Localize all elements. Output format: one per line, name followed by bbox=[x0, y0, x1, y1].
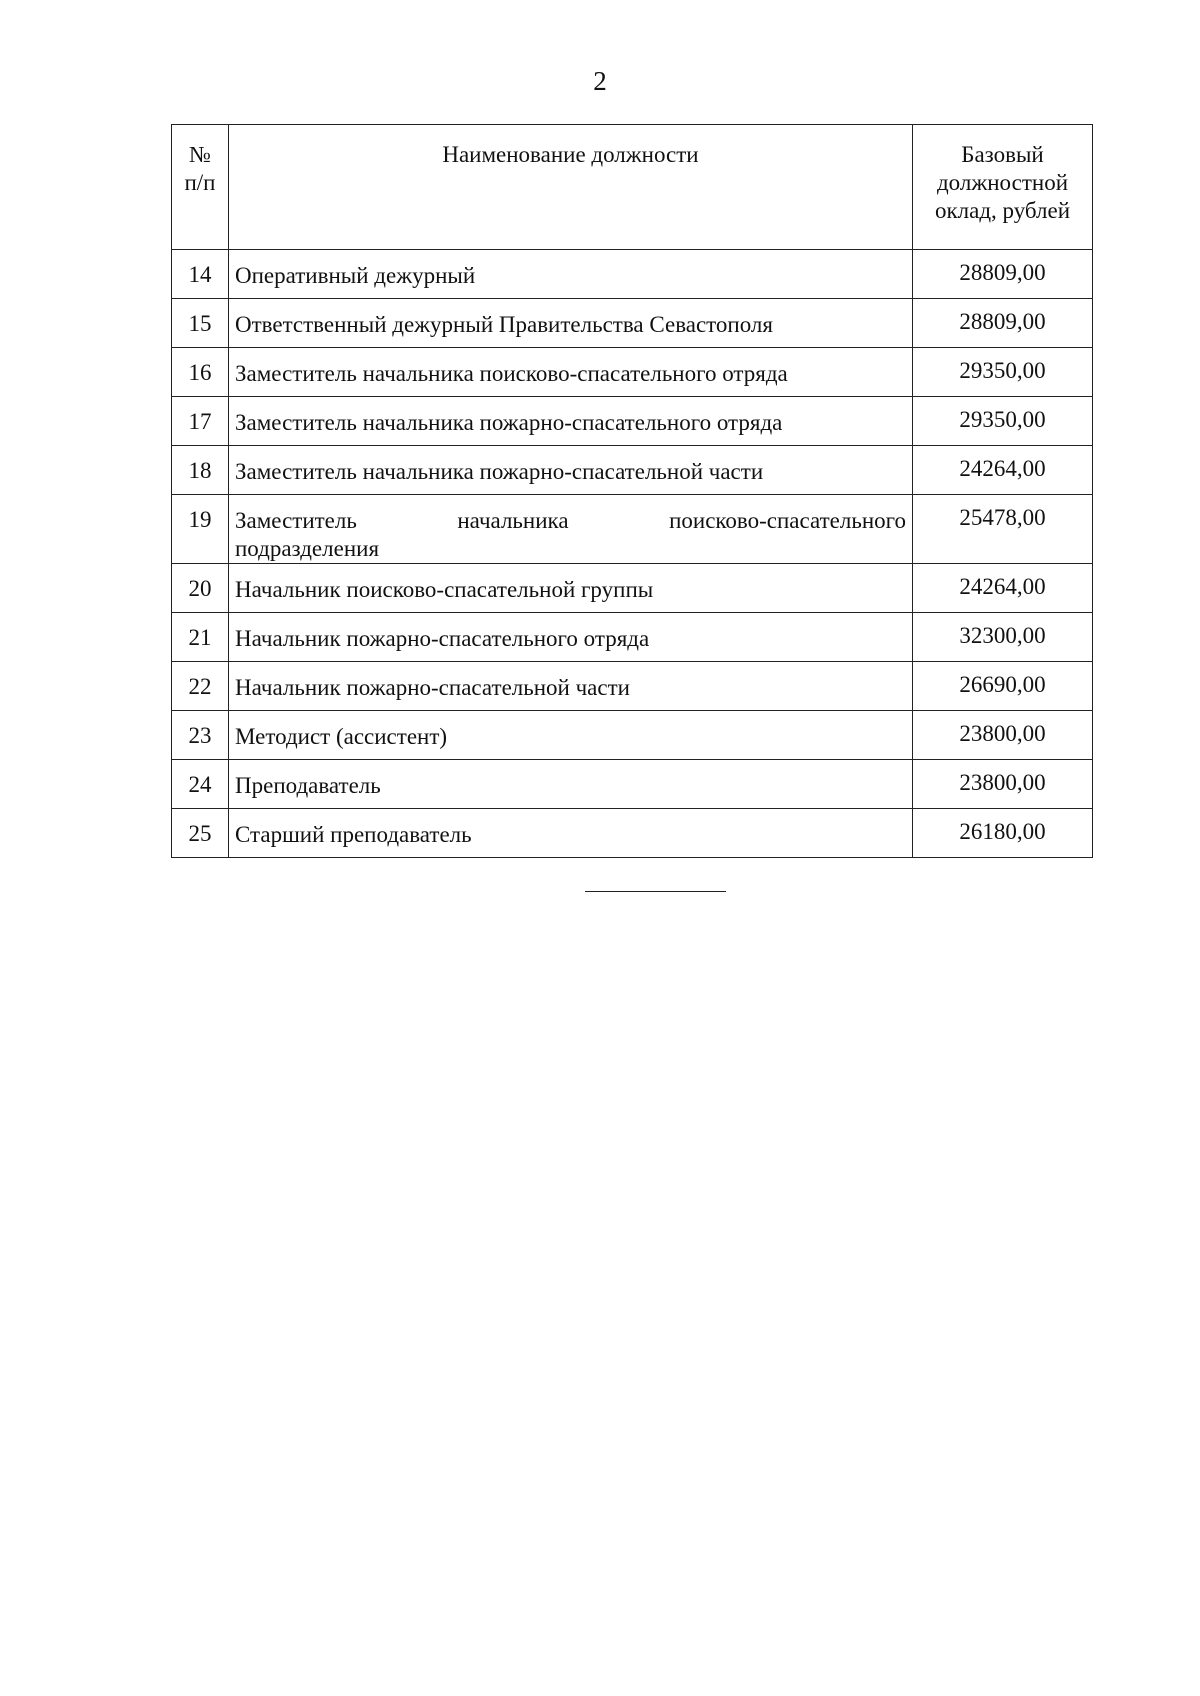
row-number: 20 bbox=[172, 564, 229, 613]
position-name-line-2: подразделения bbox=[235, 536, 380, 561]
position-name: Начальник поисково-спасательной группы bbox=[229, 564, 913, 613]
header-salary-line-2: должностной bbox=[936, 170, 1069, 195]
row-number: 24 bbox=[172, 760, 229, 809]
position-name: Методист (ассистент) bbox=[229, 711, 913, 760]
base-salary: 25478,00 bbox=[913, 495, 1093, 564]
position-name: Начальник пожарно-спасательного отряда bbox=[229, 613, 913, 662]
row-number: 15 bbox=[172, 299, 229, 348]
header-number-line-1: № bbox=[189, 142, 211, 167]
table-row bbox=[172, 299, 1093, 348]
row-number: 18 bbox=[172, 446, 229, 495]
base-salary: 29350,00 bbox=[913, 397, 1093, 446]
end-of-table-rule bbox=[585, 891, 726, 892]
table-row bbox=[172, 348, 1093, 397]
table-header-row bbox=[172, 125, 1093, 250]
table-row bbox=[172, 397, 1093, 446]
position-name: Ответственный дежурный Правительства Севастополя bbox=[229, 299, 913, 348]
position-name: Старший преподаватель bbox=[229, 809, 913, 858]
table-row bbox=[172, 250, 1093, 299]
table-row bbox=[172, 662, 1093, 711]
table-row bbox=[172, 711, 1093, 760]
table-row bbox=[172, 495, 1093, 564]
position-name: Заместитель начальника пожарно-спасательного отряда bbox=[229, 397, 913, 446]
base-salary: 23800,00 bbox=[913, 760, 1093, 809]
row-number: 25 bbox=[172, 809, 229, 858]
table-row bbox=[172, 446, 1093, 495]
position-name: Заместитель начальника пожарно-спасательной части bbox=[229, 446, 913, 495]
row-number: 16 bbox=[172, 348, 229, 397]
table-row bbox=[172, 613, 1093, 662]
table-row bbox=[172, 760, 1093, 809]
base-salary: 28809,00 bbox=[913, 250, 1093, 299]
row-number: 19 bbox=[172, 495, 229, 564]
header-salary bbox=[913, 125, 1093, 250]
row-number: 21 bbox=[172, 613, 229, 662]
base-salary: 32300,00 bbox=[913, 613, 1093, 662]
base-salary: 26690,00 bbox=[913, 662, 1093, 711]
base-salary: 28809,00 bbox=[913, 299, 1093, 348]
base-salary: 29350,00 bbox=[913, 348, 1093, 397]
row-number: 17 bbox=[172, 397, 229, 446]
position-name: Начальник пожарно-спасательной части bbox=[229, 662, 913, 711]
header-number bbox=[172, 125, 229, 250]
salary-table bbox=[171, 124, 1093, 858]
row-number: 23 bbox=[172, 711, 229, 760]
header-number-line-2: п/п bbox=[184, 170, 216, 195]
header-position-name: Наименование должности bbox=[229, 125, 913, 250]
base-salary: 23800,00 bbox=[913, 711, 1093, 760]
base-salary: 24264,00 bbox=[913, 564, 1093, 613]
base-salary: 26180,00 bbox=[913, 809, 1093, 858]
position-name-line-1: Заместитель начальника поисково-спасательного bbox=[235, 508, 906, 533]
table-row bbox=[172, 564, 1093, 613]
table-row bbox=[172, 809, 1093, 858]
position-name: Оперативный дежурный bbox=[229, 250, 913, 299]
position-name bbox=[229, 495, 913, 564]
row-number: 14 bbox=[172, 250, 229, 299]
base-salary: 24264,00 bbox=[913, 446, 1093, 495]
header-salary-line-3: оклад, рублей bbox=[934, 198, 1071, 223]
position-name: Преподаватель bbox=[229, 760, 913, 809]
row-number: 22 bbox=[172, 662, 229, 711]
position-name: Заместитель начальника поисково-спасательного отряда bbox=[229, 348, 913, 397]
page-number: 2 bbox=[593, 66, 607, 96]
header-salary-line-1: Базовый bbox=[961, 142, 1044, 167]
